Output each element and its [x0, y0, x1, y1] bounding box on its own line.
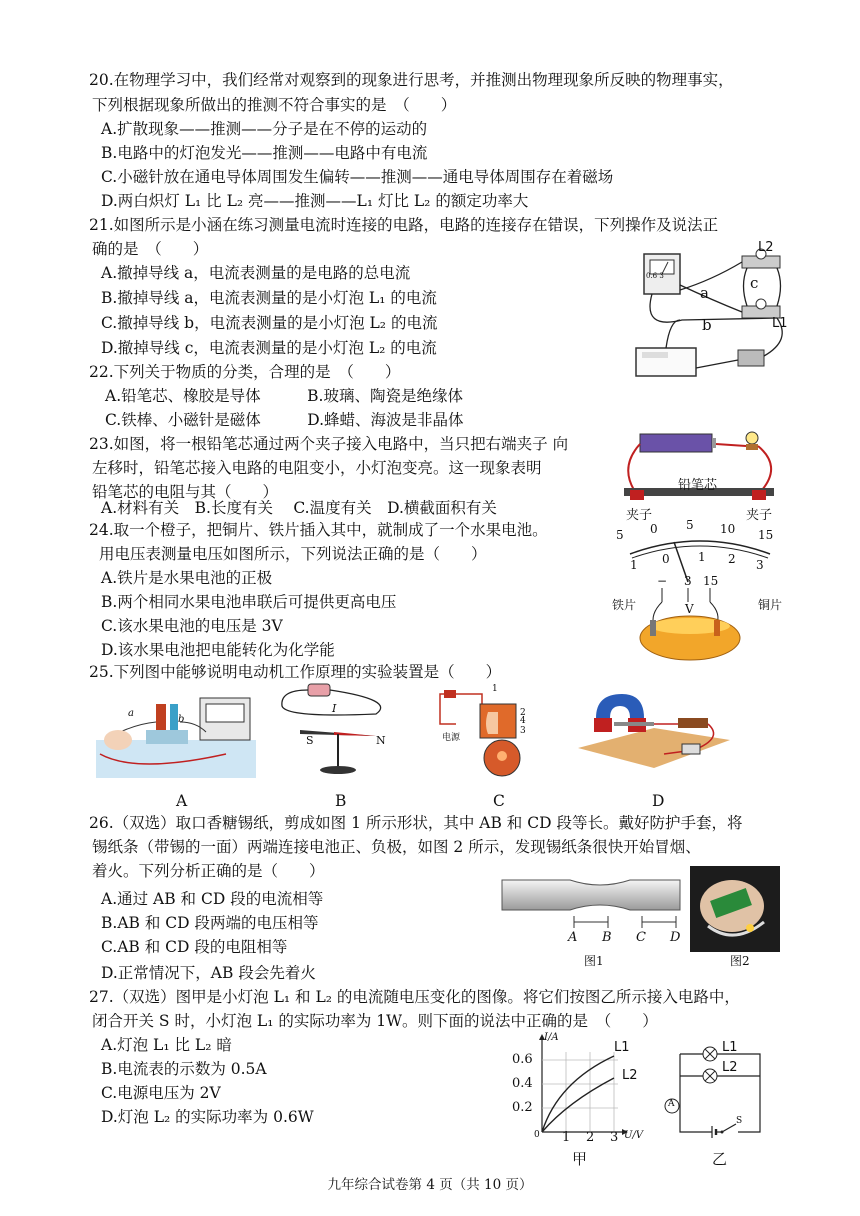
q25-a-label-a: a — [128, 708, 134, 719]
q23-label-clip-right: 夹子 — [746, 508, 773, 523]
q24-terminal-15: 15 — [703, 574, 719, 588]
q27-graph-ytick-02: 0.2 — [512, 1100, 533, 1115]
q27-graph-ytick-04: 0.4 — [512, 1076, 533, 1091]
q27-circuit-l1: L1 — [722, 1040, 738, 1055]
q27-option-c: C.电源电压为 2V — [101, 1084, 221, 1102]
q23-stem-line2: 左移时，铅笔芯接入电路的电阻变小，小灯泡变亮。这一现象表明 — [92, 459, 542, 477]
q24-voltmeter-figure — [610, 518, 790, 662]
q25-figure-a — [96, 694, 256, 778]
q27-circuit-yi — [660, 1040, 780, 1172]
q25-label-d: D — [652, 792, 665, 810]
q25-b-label-n: N — [376, 734, 386, 747]
q26-point-a: A — [568, 930, 578, 945]
q27-stem-line2: 闭合开关 S 时，小灯泡 L₁ 的实际功率为 1W。则下面的说法中正确的是 （ ） — [92, 1012, 658, 1030]
q24-scale-top-15: 15 — [758, 528, 774, 542]
q25-stem: 25.下列图中能够说明电动机工作原理的实验装置是（ ） — [89, 663, 502, 681]
q26-point-d: D — [670, 930, 681, 945]
q23-options: A.材料有关 B.长度有关 C.温度有关 D.横截面积有关 — [101, 499, 497, 517]
q26-option-b: B.AB 和 CD 段两端的电压相等 — [101, 914, 319, 932]
q25-figure-d — [574, 688, 734, 774]
q24-v-label: V — [685, 602, 694, 616]
q21-stem-line2: 确的是 （ ） — [92, 240, 209, 258]
q27-stem-line1: 27.（双选）图甲是小灯泡 L₁ 和 L₂ 的电流随电压变化的图像。将它们按图乙所示接入电路中， — [89, 988, 740, 1006]
q21-ammeter-scale: 0.6 3 — [646, 272, 664, 280]
q27-graph-xlabel: U/V — [624, 1130, 644, 1141]
q27-graph-ytick-06: 0.6 — [512, 1052, 533, 1067]
q21-label-c: c — [750, 274, 759, 292]
q20-option-c: C.小磁针放在通电导体周围发生偏转——推测——通电导体周围存在着磁场 — [101, 168, 614, 186]
q27-graph-origin: 0 — [534, 1130, 540, 1140]
q25-c-label-3: 3 — [520, 726, 526, 736]
q24-scale-bottom-1: 1 — [698, 550, 706, 564]
q27-circuit-ammeter: A — [668, 1099, 675, 1109]
q27-graph-xtick-1: 1 — [562, 1130, 571, 1145]
q21-label-l1: L1 — [772, 316, 788, 331]
q24-iron-label: 铁片 — [612, 598, 637, 612]
q27-option-a: A.灯泡 L₁ 比 L₂ 暗 — [101, 1036, 232, 1054]
q26-stem-line1: 26.（双选）取口香糖锡纸，剪成如图 1 所示形状，其中 AB 和 CD 段等长。戴好防护手套，将 — [89, 814, 743, 832]
q27-graph-xtick-2: 2 — [586, 1130, 595, 1145]
q25-c-label-1: 1 — [492, 684, 498, 694]
q21-option-c: C.撤掉导线 b，电流表测量的是小灯泡 L₂ 的电流 — [101, 314, 438, 332]
q26-stem-line2: 锡纸条（带锡的一面）两端连接电池正、负极，如图 2 所示，发现锡纸条很快开始冒烟、 — [92, 838, 701, 856]
q27-graph-xtick-3: 3 — [610, 1130, 619, 1145]
q26-point-b: B — [602, 930, 612, 945]
q20-option-d: D.两白炽灯 L₁ 比 L₂ 亮——推测——L₁ 灯比 L₂ 的额定功率大 — [101, 192, 529, 210]
q27-graph-ylabel: I/A — [544, 1032, 559, 1043]
q26-figure-2 — [690, 866, 780, 966]
q21-circuit-figure — [622, 240, 792, 390]
q26-option-d: D.正常情况下，AB 段会先着火 — [101, 964, 316, 982]
q27-graph-l1: L1 — [614, 1040, 630, 1055]
q27-circuit-switch: S — [736, 1116, 743, 1126]
q24-scale-bottom-0: 0 — [662, 552, 670, 566]
q20-option-b: B.电路中的灯泡发光——推测——电路中有电流 — [101, 144, 428, 162]
q25-c-label-4: 4 — [520, 716, 526, 726]
q26-stem-line3: 着火。下列分析正确的是（ ） — [92, 862, 325, 880]
q21-stem-line1: 21.如图所示是小涵在练习测量电流时连接的电路，电路的连接存在错误，下列操作及说法正 — [89, 216, 719, 234]
q25-b-label-s: S — [306, 734, 314, 747]
q23-stem-line3: 铅笔芯的电阻与其（ ） — [92, 483, 279, 501]
q25-label-b: B — [335, 792, 347, 810]
q27-option-d: D.灯泡 L₂ 的实际功率为 0.6W — [101, 1108, 314, 1126]
q20-stem-line2: 下列根据现象所做出的推测不符合事实的是 （ ） — [92, 96, 457, 114]
q24-terminal-neg: − — [657, 574, 668, 588]
q24-option-b: B.两个相同水果电池串联后可提供更高电压 — [101, 593, 397, 611]
q26-caption-2: 图2 — [730, 954, 750, 968]
q21-option-b: B.撤掉导线 a，电流表测量的是小灯泡 L₁ 的电流 — [101, 289, 437, 307]
q24-scale-top-5: 5 — [686, 518, 694, 532]
q27-graph-jia — [508, 1032, 654, 1172]
q22-stem: 22.下列关于物质的分类，合理的是 （ ） — [89, 363, 401, 381]
q23-label-pencil-core: 铅笔芯 — [678, 478, 718, 493]
q25-b-label-i: I — [332, 702, 337, 715]
q23-label-clip-left: 夹子 — [626, 508, 653, 523]
q25-figure-c — [436, 680, 546, 780]
q21-label-l2: L2 — [758, 240, 774, 255]
q24-copper-label: 铜片 — [758, 598, 783, 612]
q26-option-a: A.通过 AB 和 CD 段的电流相等 — [101, 890, 324, 908]
q21-option-a: A.撤掉导线 a，电流表测量的是电路的总电流 — [101, 264, 411, 282]
q26-figure-1 — [500, 866, 682, 966]
q24-scale-top-10: 10 — [720, 522, 736, 536]
q24-terminal-3: 3 — [684, 574, 692, 588]
q24-scale-bottom-2: 2 — [728, 552, 736, 566]
q21-label-b: b — [702, 316, 712, 334]
q23-pencil-figure — [612, 426, 792, 523]
q24-scale-bottom-neg1: 1 — [630, 558, 638, 572]
q26-caption-1: 图1 — [584, 954, 604, 968]
q20-option-a: A.扩散现象——推测——分子是在不停的运动的 — [101, 120, 428, 138]
q22-options-ab: A.铅笔芯、橡胶是导体 B.玻璃、陶瓷是绝缘体 — [105, 387, 463, 405]
q24-option-a: A.铁片是水果电池的正极 — [101, 569, 273, 587]
page-footer: 九年综合试卷第 4 页（共 10 页） — [327, 1177, 533, 1193]
q24-scale-top-0: 0 — [650, 522, 658, 536]
q24-stem-line2: 用电压表测量电压如图所示，下列说法正确的是（ ） — [99, 545, 487, 563]
q22-options-cd: C.铁棒、小磁针是磁体 D.蜂蜡、海波是非晶体 — [105, 411, 464, 429]
q25-label-c: C — [493, 792, 505, 810]
q27-graph-l2: L2 — [622, 1068, 638, 1083]
q24-scale-top-neg5: 5 — [616, 528, 624, 542]
q24-option-d: D.该水果电池把电能转化为化学能 — [101, 641, 335, 659]
q27-circuit-caption: 乙 — [712, 1150, 728, 1168]
q25-label-a: A — [176, 792, 188, 810]
q23-stem-line1: 23.如图，将一根铅笔芯通过两个夹子接入电路中，当只把右端夹子 向 — [89, 435, 569, 453]
q27-graph-caption: 甲 — [572, 1150, 588, 1168]
q20-stem-line1: 20.在物理学习中，我们经常对观察到的现象进行思考，并推测出物理现象所反映的物理事实， — [89, 71, 734, 89]
q24-stem-line1: 24.取一个橙子，把铜片、铁片插入其中，就制成了一个水果电池。 — [89, 521, 548, 539]
q24-option-c: C.该水果电池的电压是 3V — [101, 617, 283, 635]
q26-option-c: C.AB 和 CD 段的电阻相等 — [101, 938, 288, 956]
q27-circuit-l2: L2 — [722, 1060, 738, 1075]
q27-option-b: B.电流表的示数为 0.5A — [101, 1060, 267, 1078]
q25-a-label-b: b — [178, 714, 185, 725]
q25-c-label-power: 电源 — [442, 733, 461, 743]
q25-figure-b — [276, 680, 396, 776]
q25-c-label-2: 2 — [520, 708, 526, 718]
q21-option-d: D.撤掉导线 c，电流表测量的是小灯泡 L₂ 的电流 — [101, 339, 437, 357]
q21-label-a: a — [700, 284, 709, 302]
q24-scale-bottom-3: 3 — [756, 558, 764, 572]
q26-point-c: C — [636, 930, 646, 945]
